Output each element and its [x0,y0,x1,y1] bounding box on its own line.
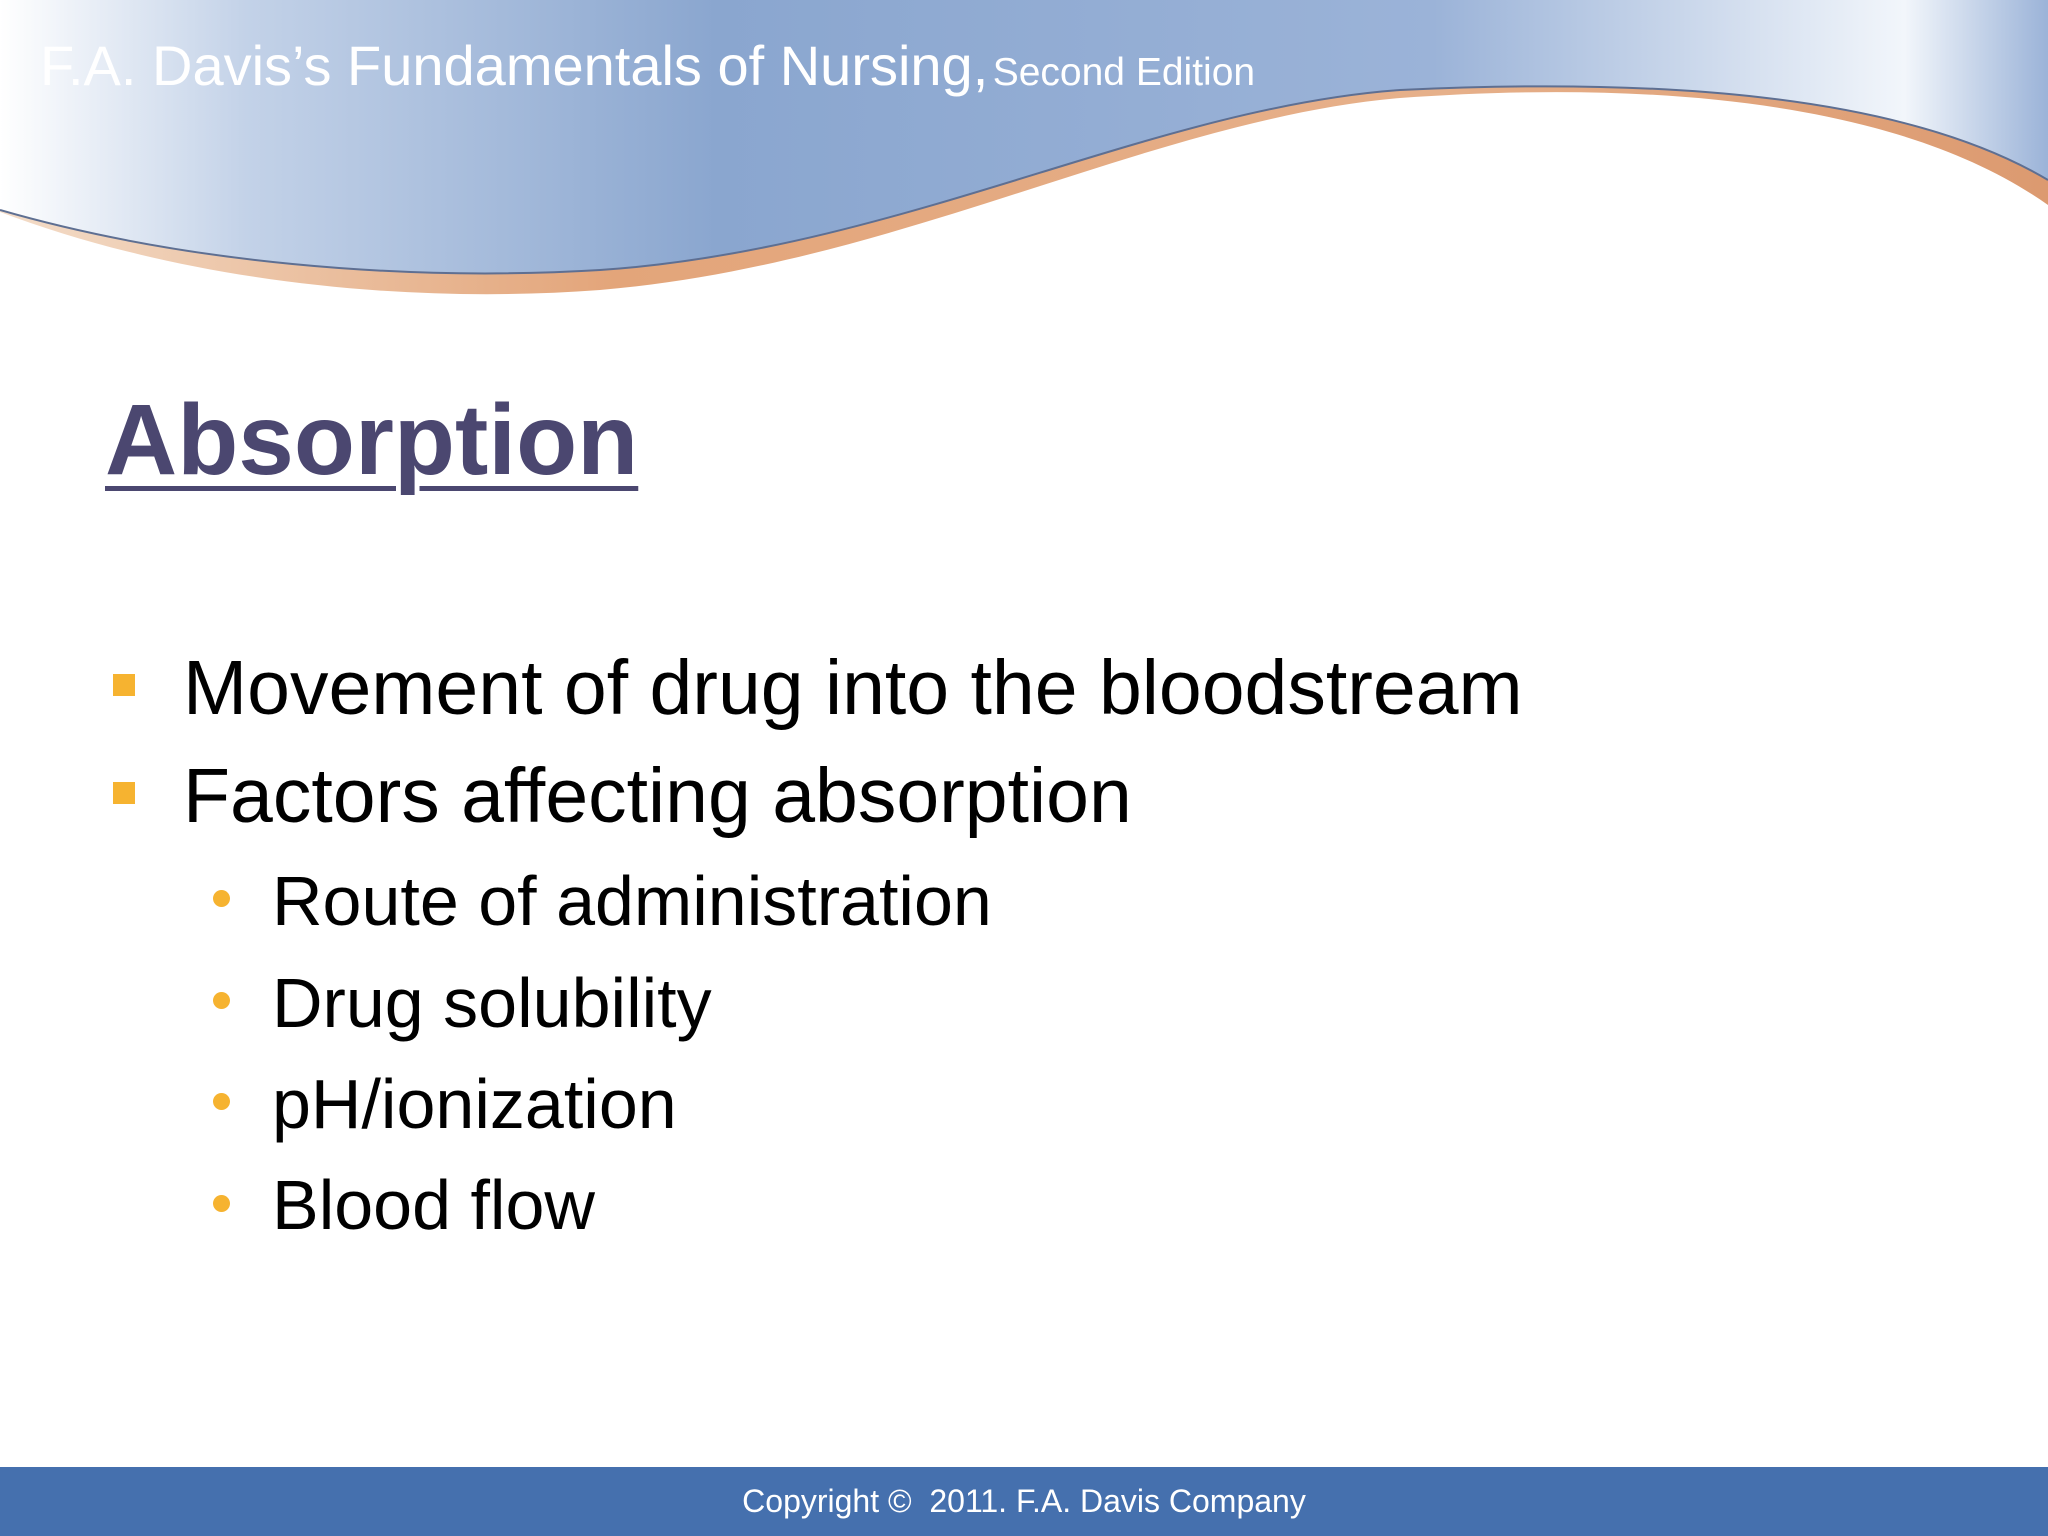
book-title: F.A. Davis’s Fundamentals of Nursing, [40,34,989,97]
slide-title: Absorption [105,384,639,496]
dot-bullet-icon [213,890,230,907]
dot-bullet-icon [213,992,230,1009]
dot-bullet-icon [213,1093,230,1110]
dot-bullet-icon [213,1195,230,1212]
sub-bullet-text: Blood flow [272,1166,595,1244]
bullet-text: Factors affecting absorption [183,753,1132,839]
sub-bullet-text: Drug solubility [272,964,712,1042]
sub-bullet-text: Route of administration [272,862,992,940]
copyright-text: Copyright © 2011. F.A. Davis Company [742,1483,1306,1519]
bullet-text: Movement of drug into the bloodstream [183,645,1523,731]
sub-bullet-text: pH/ionization [272,1065,677,1143]
footer-bar [0,1467,2048,1536]
book-edition: Second Edition [992,51,1256,94]
